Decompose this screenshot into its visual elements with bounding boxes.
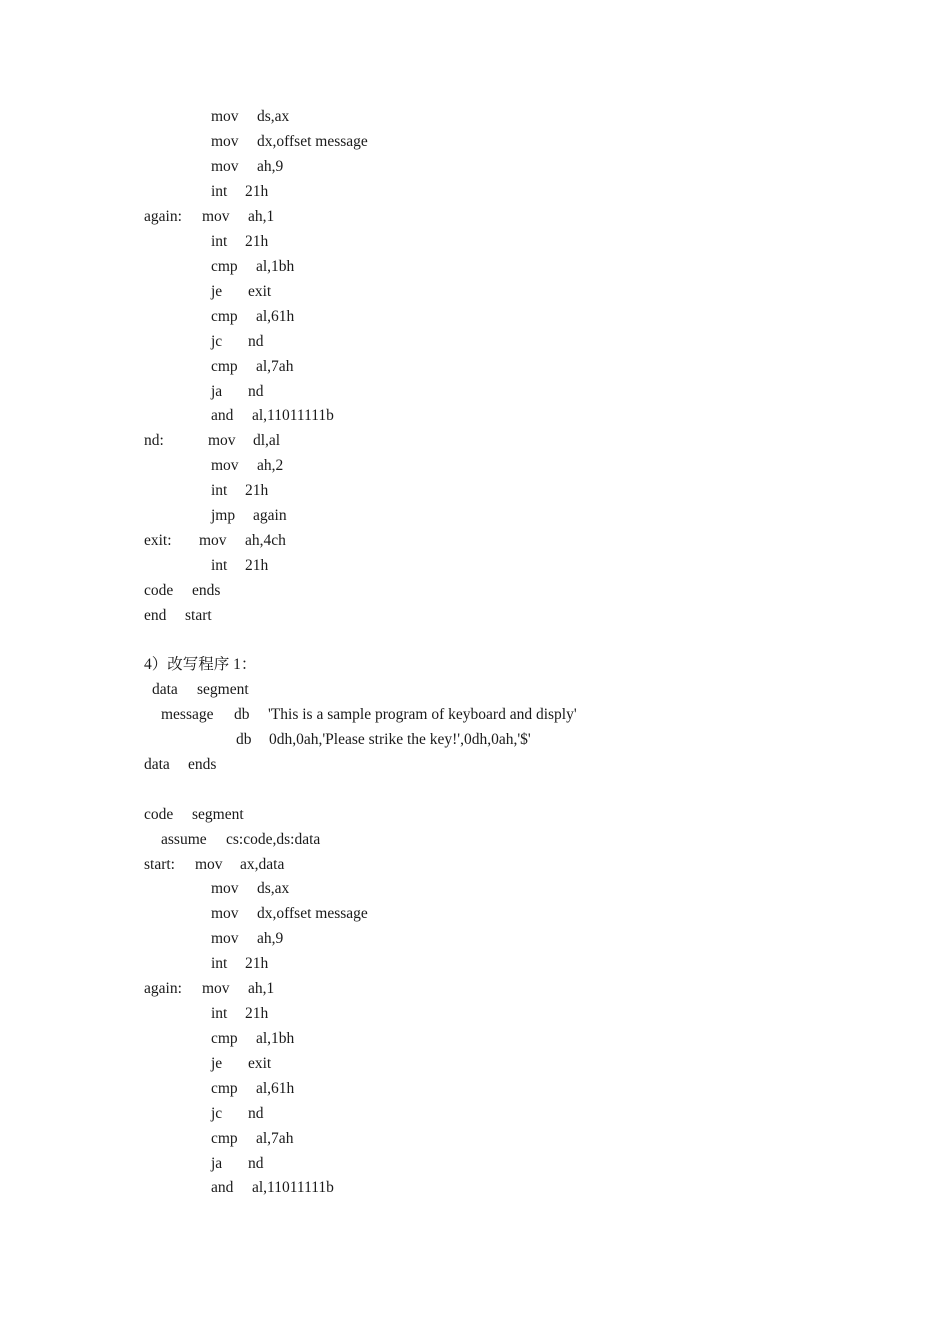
code-token: je (211, 283, 223, 300)
code-token: 21h (245, 955, 269, 972)
code-token: and (211, 1179, 234, 1196)
code-token: je (211, 1055, 223, 1072)
code-token: mov (199, 532, 227, 549)
code-token: mov (211, 133, 239, 150)
code-token: al,1bh (256, 1030, 295, 1047)
code-token: nd (248, 383, 264, 400)
code-line (0, 106, 950, 128)
code-token: 21h (245, 233, 269, 250)
code-token: and (211, 407, 234, 424)
code-token: ja (211, 1155, 223, 1172)
code-token: al,61h (256, 308, 295, 325)
code-line (0, 654, 950, 676)
code-line (0, 256, 950, 278)
code-token: cmp (211, 1030, 238, 1047)
code-token: exit (248, 283, 272, 300)
code-line (0, 156, 950, 178)
code-line (0, 829, 950, 851)
code-token: data (152, 681, 178, 698)
code-token: int (211, 482, 228, 499)
code-token: nd (248, 1155, 264, 1172)
code-token: again: (144, 208, 182, 225)
code-token: nd (248, 1105, 264, 1122)
code-token: mov (211, 457, 239, 474)
code-token: ah,9 (257, 158, 284, 175)
code-line (0, 804, 950, 826)
code-token: int (211, 233, 228, 250)
code-token: mov (202, 980, 230, 997)
code-token: code (144, 806, 174, 823)
code-token: start: (144, 856, 175, 873)
code-token: ah,9 (257, 930, 284, 947)
code-token: int (211, 183, 228, 200)
code-line (0, 978, 950, 1000)
code-line (0, 1053, 950, 1075)
code-line (0, 878, 950, 900)
code-token: ah,1 (248, 208, 275, 225)
code-token: jmp (211, 507, 236, 524)
code-token: cmp (211, 1080, 238, 1097)
code-token: ends (192, 582, 221, 599)
code-line (0, 505, 950, 527)
code-token: al,7ah (256, 1130, 294, 1147)
code-token: dx,offset message (257, 905, 368, 922)
code-token: ds,ax (257, 880, 290, 897)
code-line (0, 231, 950, 253)
code-token: al,11011111b (252, 1179, 334, 1196)
code-token: ax,data (240, 856, 285, 873)
code-token: ja (211, 383, 223, 400)
code-line (0, 306, 950, 328)
code-line (0, 555, 950, 577)
code-line (0, 455, 950, 477)
code-token: exit: (144, 532, 172, 549)
code-token: dl,al (253, 432, 281, 449)
code-token: 21h (245, 557, 269, 574)
code-token: mov (211, 930, 239, 947)
code-line (0, 729, 950, 751)
code-token: nd: (144, 432, 164, 449)
code-token: mov (202, 208, 230, 225)
code-token: end (144, 607, 167, 624)
code-token: mov (211, 108, 239, 125)
code-token: segment (192, 806, 244, 823)
code-token: al,1bh (256, 258, 295, 275)
code-token: int (211, 955, 228, 972)
code-token: data (144, 756, 170, 773)
code-token: al,61h (256, 1080, 295, 1097)
code-token: db (234, 706, 250, 723)
code-token: nd (248, 333, 264, 350)
code-line (0, 854, 950, 876)
code-token: mov (211, 158, 239, 175)
code-token: al,11011111b (252, 407, 334, 424)
code-token: cmp (211, 308, 238, 325)
code-line (0, 1177, 950, 1199)
code-token: cmp (211, 258, 238, 275)
code-token: 21h (245, 482, 269, 499)
code-token: 21h (245, 1005, 269, 1022)
code-line (0, 754, 950, 776)
code-line (0, 1103, 950, 1125)
code-line (0, 704, 950, 726)
code-token: segment (197, 681, 249, 698)
code-line (0, 530, 950, 552)
code-line (0, 181, 950, 203)
code-line (0, 206, 950, 228)
code-token: again: (144, 980, 182, 997)
code-token: ah,4ch (245, 532, 286, 549)
code-line (0, 1028, 950, 1050)
code-token: jc (211, 1105, 223, 1122)
code-line (0, 580, 950, 602)
code-token: mov (195, 856, 223, 873)
code-token: mov (211, 880, 239, 897)
code-line (0, 405, 950, 427)
code-token: int (211, 557, 228, 574)
code-token: ds,ax (257, 108, 290, 125)
code-token: mov (211, 905, 239, 922)
code-token: cmp (211, 1130, 238, 1147)
code-line (0, 131, 950, 153)
code-token: 4）改写程序 1： (144, 656, 257, 673)
code-line (0, 928, 950, 950)
code-line (0, 1078, 950, 1100)
code-line (0, 331, 950, 353)
code-line (0, 480, 950, 502)
code-token: cmp (211, 358, 238, 375)
code-token: exit (248, 1055, 272, 1072)
code-token: 'This is a sample program of keyboard and disply' (268, 706, 577, 723)
code-line (0, 1003, 950, 1025)
code-token: 0dh,0ah,'Please strike the key!',0dh,0ah,'$' (269, 731, 531, 748)
code-token: db (236, 731, 252, 748)
code-line (0, 1128, 950, 1150)
code-token: ah,1 (248, 980, 275, 997)
code-token: cs:code,ds:data (226, 831, 321, 848)
code-line (0, 381, 950, 403)
code-token: assume (161, 831, 207, 848)
code-token: al,7ah (256, 358, 294, 375)
code-token: dx,offset message (257, 133, 368, 150)
code-token: 21h (245, 183, 269, 200)
code-line (0, 430, 950, 452)
code-token: ah,2 (257, 457, 284, 474)
code-token: code (144, 582, 174, 599)
code-line (0, 281, 950, 303)
code-token: mov (208, 432, 236, 449)
code-token: jc (211, 333, 223, 350)
code-line (0, 605, 950, 627)
code-line (0, 903, 950, 925)
code-line (0, 953, 950, 975)
code-line (0, 1153, 950, 1175)
code-token: int (211, 1005, 228, 1022)
code-line (0, 679, 950, 701)
code-token: start (185, 607, 212, 624)
code-token: ends (188, 756, 217, 773)
code-line (0, 356, 950, 378)
code-token: again (253, 507, 287, 524)
code-token: message (161, 706, 214, 723)
